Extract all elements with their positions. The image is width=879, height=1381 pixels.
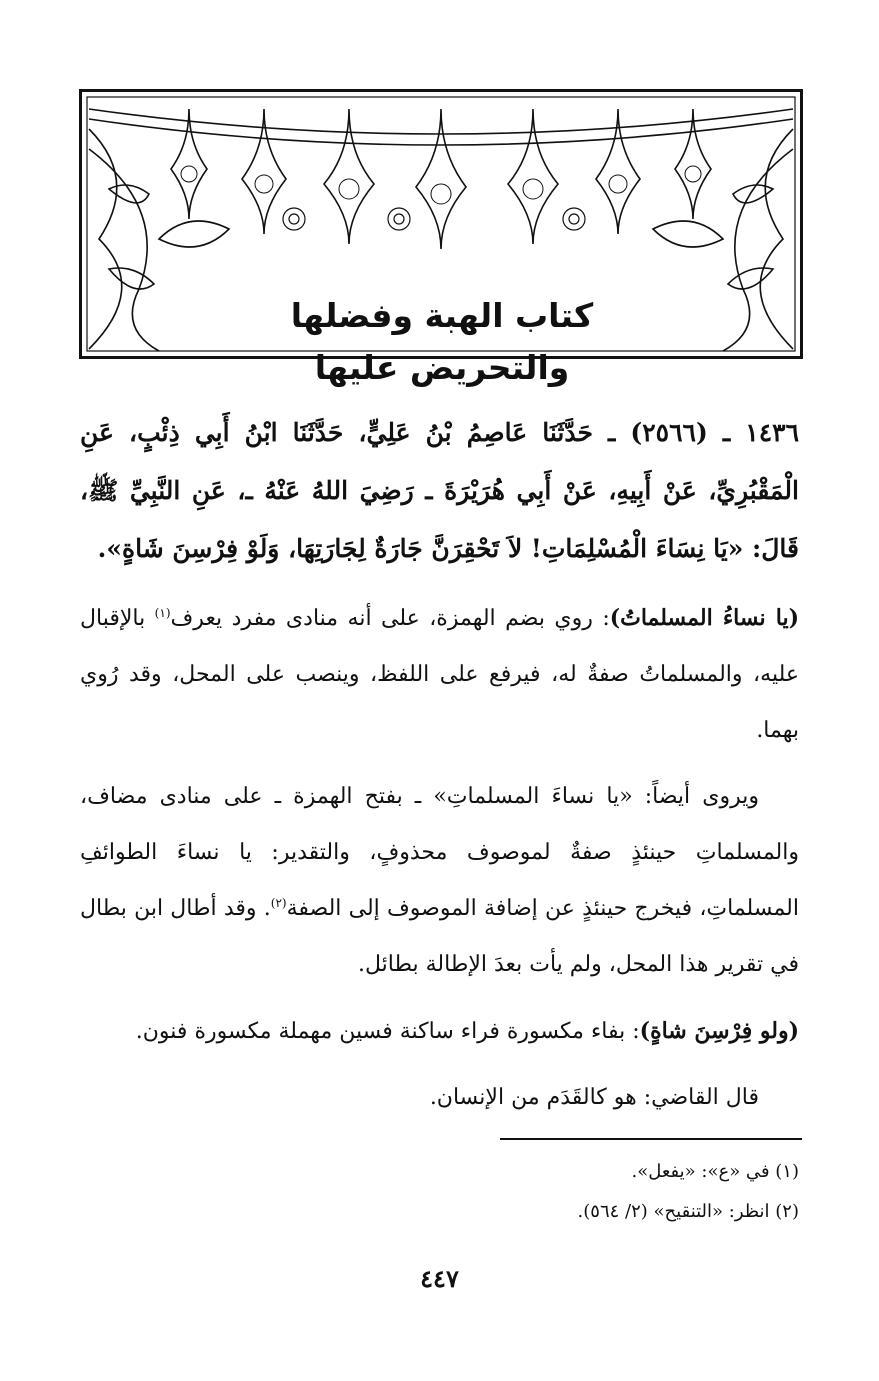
commentary-continuation: بالإقبال عليه، والمسلماتُ صفةٌ له، فيرفع على اللفظ، وينصب على المحل، وقد رُوي بهما.: [80, 606, 799, 743]
page-number: ٤٤٧: [420, 1264, 459, 1293]
footnote-ref-1: (١): [154, 606, 171, 620]
footnotes: [80, 1152, 799, 1232]
commentary-term: (ولو فِرْسِنَ شاةٍ): [639, 1018, 799, 1044]
chapter-title: كتاب الهبة وفضلها والتحريض عليها: [290, 296, 594, 387]
commentary-text: : روي بضم الهمزة، على أنه منادى مفرد يعرف: [170, 606, 610, 631]
footnote-ref-2: (٢): [270, 896, 287, 910]
commentary-continuation: . وقد أطال ابن بطال في تقرير هذا المحل، ولم يأت بعدَ الإطالة بطائل.: [80, 896, 799, 977]
hadith-text: ١٤٣٦ ـ (٢٥٦٦) ـ حَدَّثَنَا عَاصِمُ بْنُ عَلِيٍّ، حَدَّثَنَا ابْنُ أَبِي ذِئْبٍ، عَنِ الْمَقْبُرِيِّ، عَنْ أَبِيهِ، عَنْ أَبِي هُرَيْرَةَ ـ رَضِيَ اللهُ عَنْهُ ـ، عَنِ النَّبِيِّ ﷺ، قَالَ: «يَا نِسَاءَ الْمُسْلِمَاتِ! لاَ تَحْقِرَنَّ جَارَةٌ لِجَارَتِهَا، وَلَوْ فِرْسِنَ شَاةٍ».: [80, 418, 799, 563]
footnote-separator: [500, 1138, 802, 1140]
commentary-text: قال القاضي: هو كالقَدَم من الإنسان.: [429, 1085, 759, 1110]
footnote-2: (٢) انظر: «التنقيح» (٢/ ٥٦٤).: [577, 1201, 799, 1222]
commentary-text: ويروى أيضاً: «يا نساءَ المسلماتِ» ـ بفتح الهمزة ـ على منادى مضاف، والمسلماتِ حينئذٍ صفةٌ لموصوف محذوفٍ، والتقدير: يا نساءَ الطوائفِ المسلماتِ، فيخرج حينئذٍ عن إضافة الموصوف إلى الصفة: [80, 784, 799, 921]
footnote-1: (١) في «ع»: «يفعل».: [631, 1161, 799, 1182]
commentary-paragraph-4: [80, 1070, 799, 1126]
commentary-paragraph-3: [80, 1003, 799, 1060]
commentary-paragraph-2: [80, 769, 799, 993]
text-body: [80, 404, 799, 1136]
commentary-term: (يا نساءُ المسلماتُ): [609, 605, 799, 631]
commentary-text: : بفاء مكسورة فراء ساكنة فسين مهملة مكسورة فنون.: [135, 1019, 640, 1044]
commentary-paragraph-1: [80, 590, 799, 759]
